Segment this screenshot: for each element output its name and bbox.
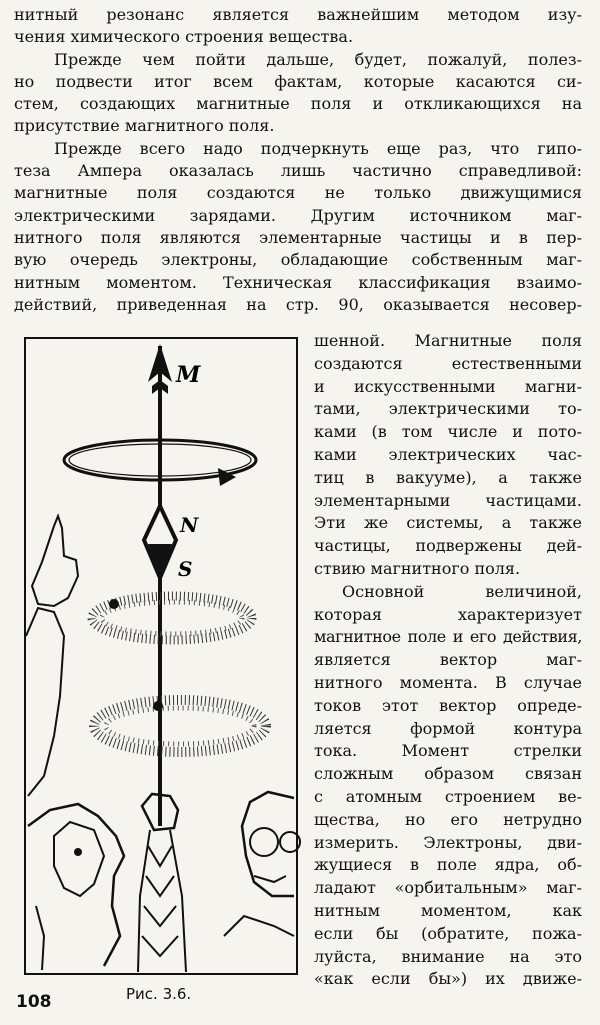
- text-line: и искусственными магни-: [314, 376, 582, 396]
- right-text-column: [314, 330, 582, 991]
- text-line: ками (в том числе и пото-: [314, 422, 582, 442]
- text-line: частицы, подвержены дей-: [314, 536, 582, 556]
- electron-orbit-cloud-2: [94, 700, 266, 752]
- text-line: Эти же системы, а также: [314, 513, 582, 533]
- text-line: тока. Момент стрелки: [314, 741, 582, 761]
- text-line: но подвести итог всем фактам, которые касаются си-: [14, 71, 582, 91]
- magnetic-moment-illustration: [24, 336, 304, 976]
- electron-orbit-cloud-inner: [102, 602, 242, 634]
- electron-orbit-cloud-2-inner: [106, 708, 254, 744]
- text-line: нитным моментом. Техническая классификация взаимо-: [14, 272, 582, 292]
- text-line: щества, но его нетрудно: [314, 809, 582, 829]
- text-line: сложным образом связан: [314, 764, 582, 784]
- scientist-body-line: [36, 906, 44, 970]
- text-line: вую очередь электроны, обладающие собственным маг-: [14, 250, 582, 270]
- text-line: если бы (обратите, пожа-: [314, 923, 582, 943]
- pointing-hand-icon: [32, 516, 78, 606]
- text-line: действий, приведенная на стр. 90, оказывается несовер-: [14, 294, 582, 314]
- page-number: 108: [16, 992, 52, 1012]
- text-line: с атомным строением ве-: [314, 786, 582, 806]
- text-line: магнитное поле и его действия,: [314, 627, 582, 647]
- text-line: магнитные поля создаются не только движущимися: [14, 183, 582, 203]
- text-line: шенной. Магнитные поля: [314, 331, 582, 350]
- electron-dot: [109, 599, 119, 609]
- sleeve-feather-pattern: [142, 846, 178, 956]
- electron-dot-2: [153, 701, 163, 711]
- text-line: Прежде всего надо подчеркнуть еще раз, что гипо-: [54, 138, 582, 158]
- text-line: «как если бы») их движе-: [314, 969, 582, 989]
- text-line: Основной величиной,: [342, 581, 582, 601]
- text-line: создаются естественными: [314, 353, 582, 373]
- text-line: ладают «орбитальным» маг-: [314, 878, 582, 898]
- top-text-block: [14, 4, 582, 316]
- glasses-left-icon: [250, 828, 278, 856]
- text-line: теза Ампера оказалась лишь частично справедливой:: [14, 161, 582, 181]
- eye-dot: [74, 848, 82, 856]
- text-line: измерить. Электроны, дви-: [314, 832, 582, 852]
- scientist-figure-left: [28, 804, 124, 966]
- scientist-face-left: [54, 822, 104, 896]
- mouth-line: [254, 876, 286, 882]
- figure-3-6: [24, 336, 304, 976]
- text-line: присутствие магнитного поля.: [14, 116, 275, 136]
- text-line: Прежде чем пойти дальше, будет, пожалуй, полез-: [54, 49, 582, 69]
- text-line: является вектор маг-: [314, 650, 582, 670]
- paragraph-1: [14, 4, 582, 49]
- text-line: нитного поля являются элементарные частицы и в пер-: [14, 227, 582, 247]
- text-line: токов этот вектор опреде-: [314, 695, 582, 715]
- text-line: элементарными частицами.: [314, 490, 582, 510]
- text-line: луйста, внимание на это: [314, 946, 582, 966]
- collar-line: [224, 916, 294, 936]
- text-line: стем, создающих магнитные поля и откликающихся на: [14, 94, 582, 114]
- figure-caption: Рис. 3.6.: [126, 985, 192, 1003]
- paragraph-3: [14, 138, 582, 316]
- paragraph-2: [14, 49, 582, 138]
- text-line: ствию магнитного поля.: [314, 558, 521, 578]
- text-line: нитный резонанс является важнейшим методом изу-: [14, 5, 582, 24]
- text-line: нитным моментом, как: [314, 900, 582, 920]
- sleeve-outline: [138, 830, 186, 972]
- text-line: чения химического строения вещества.: [14, 27, 354, 47]
- label-n: N: [180, 513, 199, 537]
- label-s: S: [178, 557, 193, 581]
- text-line: тами, электрическими то-: [314, 399, 582, 419]
- text-line: электрическими зарядами. Другим источником маг-: [14, 205, 582, 225]
- text-line: ками электрических час-: [314, 444, 582, 464]
- text-line: которая характеризует: [314, 604, 582, 624]
- figure-arm: [26, 608, 64, 796]
- text-line: нитного момента. В случае: [314, 672, 582, 692]
- label-m: M: [176, 362, 201, 388]
- text-line: жущиеся в поле ядра, об-: [314, 855, 582, 875]
- text-line: ляется формой контура: [314, 718, 582, 738]
- text-line: тиц в вакууме), а также: [314, 467, 582, 487]
